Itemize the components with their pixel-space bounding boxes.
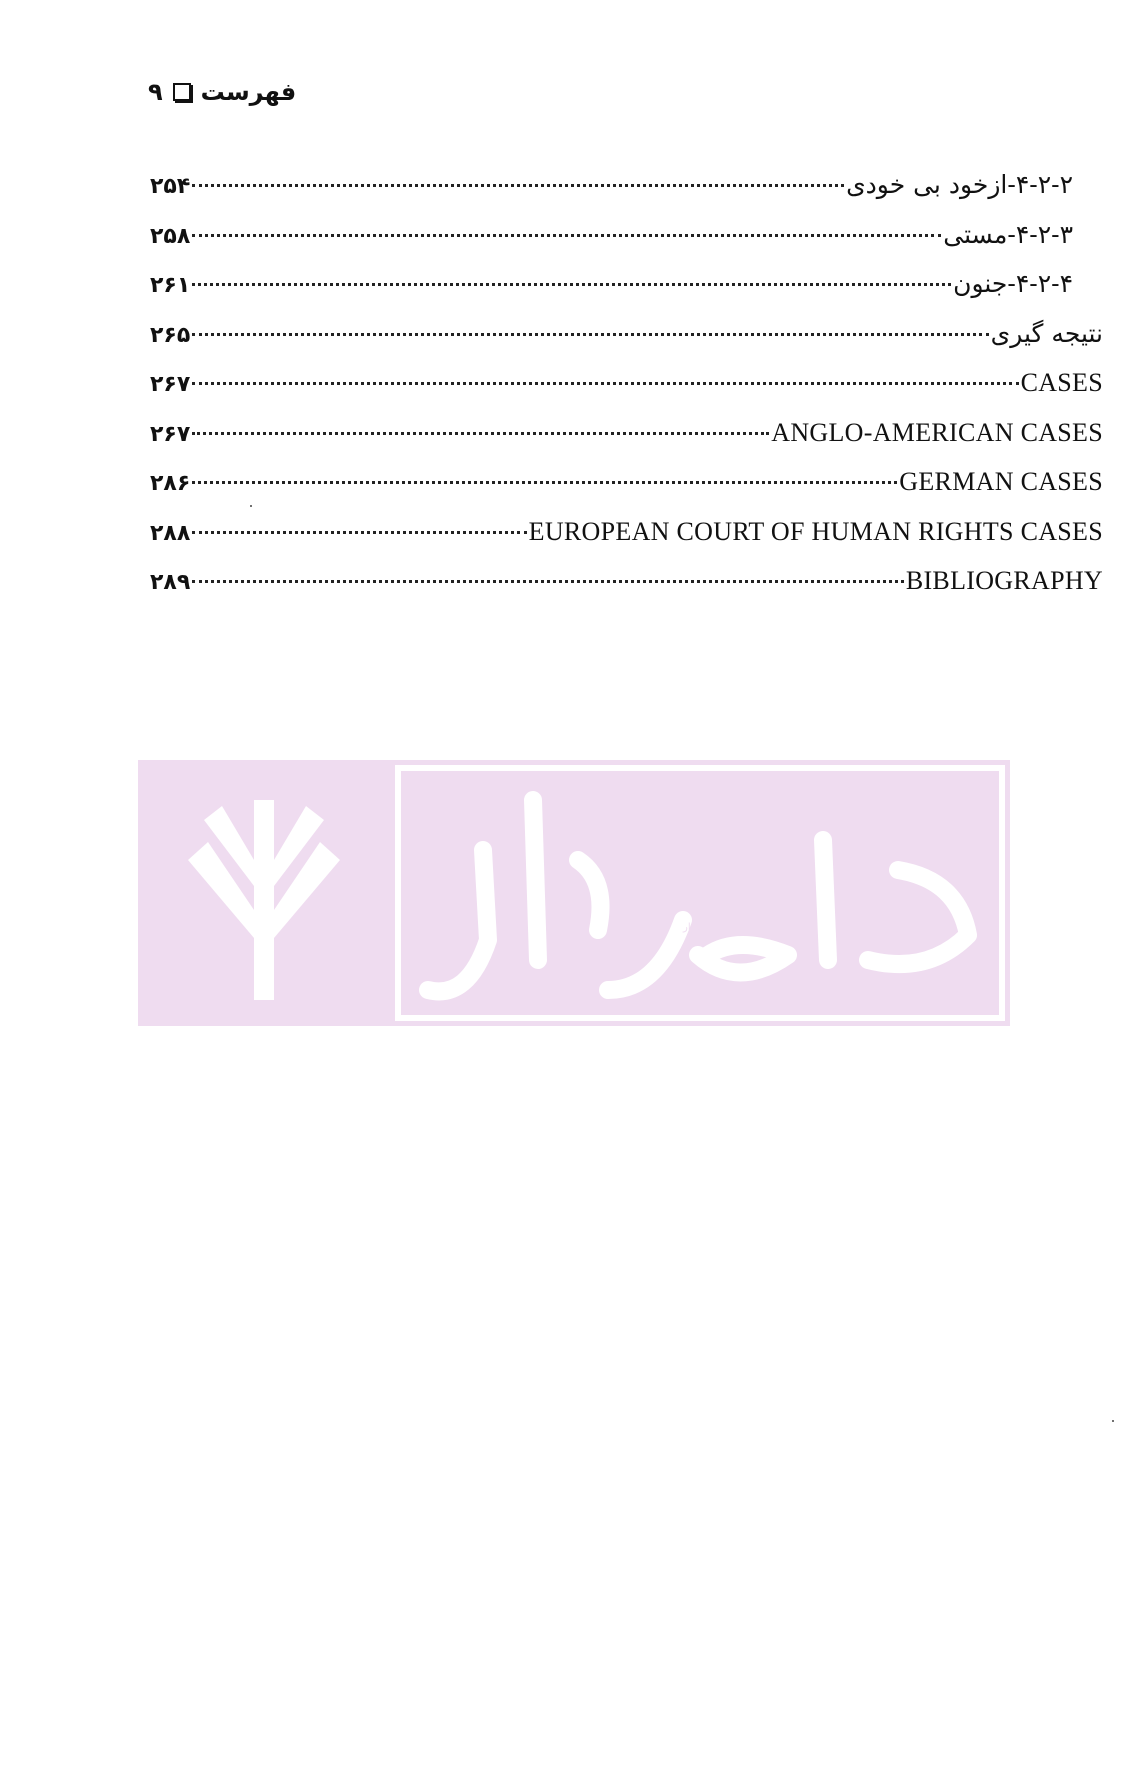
toc-entry-label: ANGLO-AMERICAN CASES [771, 417, 1103, 447]
toc-leader-dots [192, 234, 941, 237]
toc-entry[interactable] [150, 170, 1103, 220]
wordmark-strokes [428, 800, 968, 991]
toc-entry-page: ۲۵۴ [150, 174, 191, 199]
toc-entry[interactable] [150, 566, 1103, 616]
toc-entry[interactable] [150, 220, 1103, 270]
toc-entry-page: ۲۶۵ [150, 322, 191, 348]
toc-entry-label: نتیجه گیری [990, 318, 1103, 348]
toc-leader-dots [192, 184, 844, 187]
toc-entry-label: CASES [1020, 368, 1103, 397]
toc-entry-label: ۴-۲-۲-ازخود بی خودی [846, 170, 1073, 199]
toc-leader-dots [192, 432, 769, 435]
toc-entry-page: ۲۶۷ [150, 372, 191, 397]
toc-entry-page: ۲۶۷ [150, 421, 191, 447]
toc-entry-page: ۲۸۸ [150, 520, 191, 546]
toc-leader-dots [192, 283, 951, 286]
toc-leader-dots [192, 333, 988, 336]
watermark-logo [138, 760, 1010, 1026]
page-number: ۹ [148, 78, 163, 106]
toc-entry-label: ۴-۲-۴-جنون [953, 269, 1073, 298]
page-header-title: فهرست [200, 78, 297, 106]
toc-entry-page: ۲۵۸ [150, 223, 191, 249]
toc-entry-label: GERMAN CASES [899, 467, 1103, 496]
toc-entry[interactable] [150, 319, 1103, 369]
tree-icon [188, 800, 340, 1000]
toc-entry-label: BIBLIOGRAPHY [905, 566, 1103, 595]
toc-leader-dots [192, 580, 904, 583]
toc-entry[interactable] [150, 418, 1103, 468]
stray-dot [250, 505, 252, 507]
stray-dot [1112, 1420, 1114, 1422]
toc-leader-dots [192, 531, 526, 534]
toc-entry[interactable] [150, 467, 1103, 517]
box-icon [173, 83, 191, 101]
toc-entry-page: ۲۶۱ [150, 273, 191, 298]
watermark-wordmark: دادبازار [683, 922, 713, 933]
toc-entry-page: ۲۸۹ [150, 570, 191, 595]
watermark-logo-graphic [138, 760, 1010, 1026]
toc-entry[interactable] [150, 517, 1103, 567]
toc-entry-page: ۲۸۶ [150, 471, 191, 496]
page-header [148, 78, 296, 106]
table-of-contents [150, 170, 1103, 616]
toc-entry[interactable] [150, 368, 1103, 418]
toc-leader-dots [192, 382, 1018, 385]
toc-entry-label: ۴-۲-۳-مستی [943, 219, 1073, 249]
toc-entry-label: EUROPEAN COURT OF HUMAN RIGHTS CASES [528, 516, 1103, 546]
toc-entry[interactable] [150, 269, 1103, 319]
toc-leader-dots [192, 481, 897, 484]
